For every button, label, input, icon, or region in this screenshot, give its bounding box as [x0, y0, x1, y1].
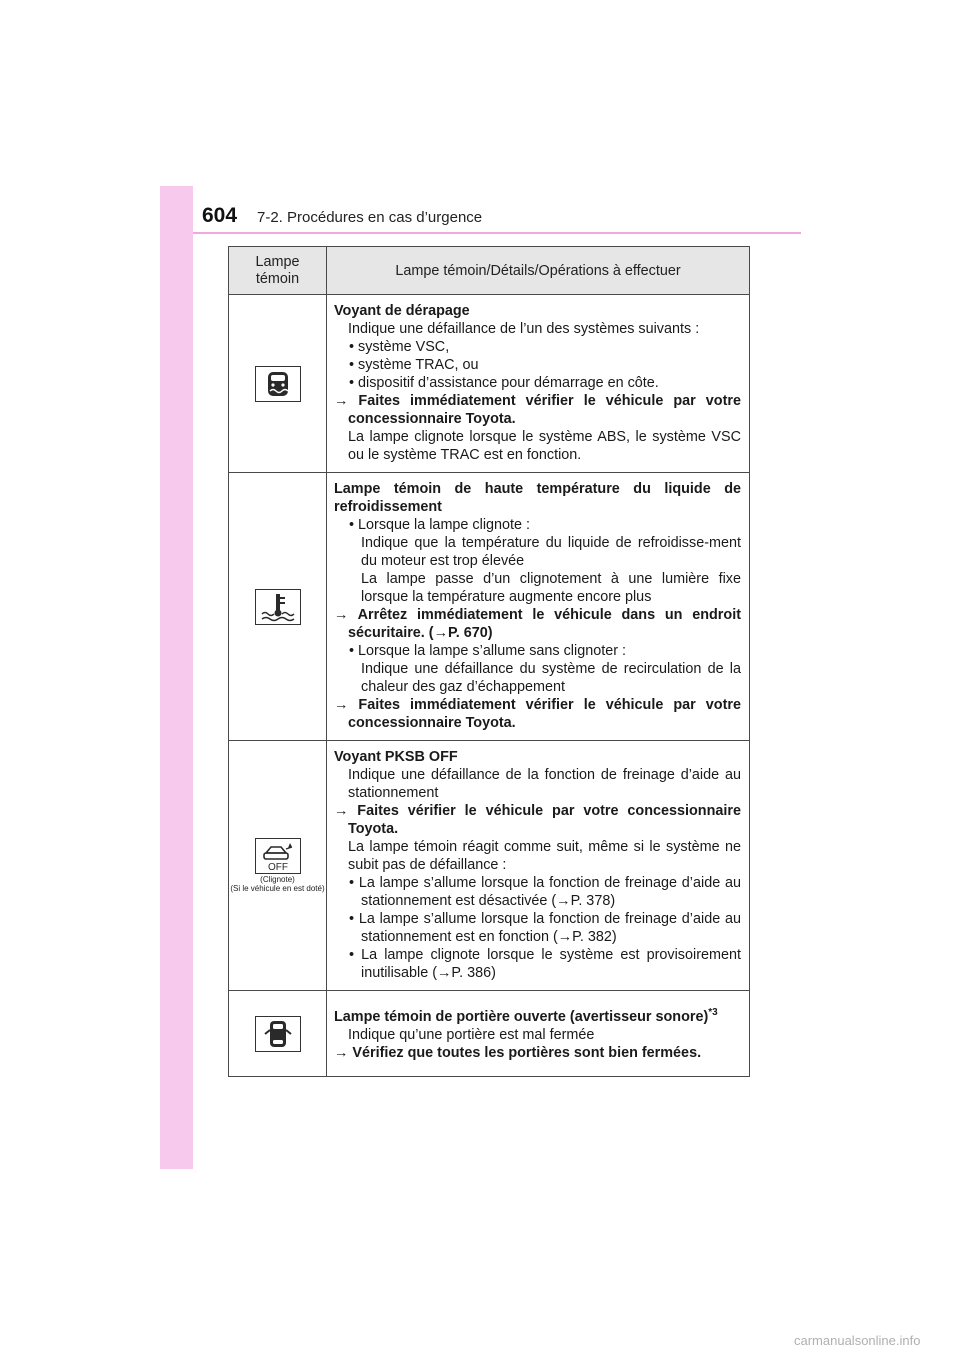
skid-car-icon [255, 366, 301, 402]
action-instruction: → Faites immédiatement vérifier le véhicule par votre concessionnaire Toyota. [334, 697, 741, 731]
lamp-title-text: Lampe témoin de portière ouverte (avertisseur sonore) [334, 1008, 709, 1025]
details-cell [327, 991, 750, 1077]
coolant-temperature-icon [255, 589, 301, 625]
table-row [229, 991, 750, 1077]
action-instruction: → Vérifiez que toutes les portières sont bien fermées. [334, 1044, 702, 1061]
icon-cell [229, 473, 327, 741]
detail-line: Indique une défaillance de la fonction de freinage d’aide au stationnement [348, 767, 741, 801]
icon-caption: (Clignote) (Si le véhicule en est doté) [230, 875, 325, 893]
table-header-row [229, 247, 750, 295]
header-rule [193, 232, 801, 234]
bullet-item: • Lorsque la lampe clignote : [349, 517, 531, 533]
detail-line: La lampe témoin réagit comme suit, même si le système ne subit pas de défaillance : [348, 839, 741, 873]
icon-cell [229, 991, 327, 1077]
detail-line: Indique qu’une portière est mal fermée [348, 1026, 595, 1043]
column-header-lamp: Lampe témoin [229, 247, 327, 295]
table-row [229, 295, 750, 473]
chapter-side-tab [160, 186, 193, 1169]
detail-line: La lampe clignote lorsque le système ABS, le système VSC ou le système TRAC est en fonction. [348, 429, 741, 463]
bullet-item: • système TRAC, ou [349, 357, 479, 373]
watermark: carmanualsonline.info [794, 1333, 921, 1348]
pksb-off-icon-text: OFF [267, 862, 288, 873]
pksb-off-icon [255, 838, 301, 874]
bullet-item: • La lampe clignote lorsque le système est provisoirement inutilisable (→P. 386) [349, 947, 741, 981]
detail-line: Indique une défaillance du système de recirculation de la chaleur des gaz d’échappement [361, 661, 741, 695]
table-row [229, 473, 750, 741]
bullet-item: • Lorsque la lampe s’allume sans clignoter : [349, 643, 626, 659]
warning-lamp-table [228, 246, 750, 1077]
bullet-item: • La lampe s’allume lorsque la fonction de freinage d’aide au stationnement est désactivée (→P. 378) [349, 875, 741, 909]
details-cell [327, 741, 750, 991]
action-instruction: → Faites vérifier le véhicule par votre concessionnaire Toyota. [334, 803, 741, 837]
action-instruction: → Arrêtez immédiatement le véhicule dans un endroit sécuritaire. (→P. 670) [334, 607, 741, 641]
lamp-title: Voyant de dérapage [334, 303, 470, 319]
detail-line: La lampe passe d’un clignotement à une lumière fixe lorsque la température augmente encore plus [361, 571, 741, 605]
section-title: 7-2. Procédures en cas d’urgence [257, 209, 483, 226]
page-number: 604 [202, 204, 238, 227]
bullet-item: • La lampe s’allume lorsque la fonction de freinage d’aide au stationnement est en fonction (→P. 382) [349, 911, 741, 945]
column-header-details: Lampe témoin/Détails/Opérations à effectuer [327, 247, 750, 295]
icon-cell [229, 741, 327, 991]
bullet-item: • dispositif d’assistance pour démarrage en côte. [349, 375, 659, 391]
table-row [229, 741, 750, 991]
action-instruction: → Faites immédiatement vérifier le véhicule par votre concessionnaire Toyota. [334, 393, 741, 427]
bullet-item: • système VSC, [349, 339, 450, 355]
lamp-title [334, 1004, 741, 1026]
footnote-marker: *3 [708, 1007, 718, 1019]
lamp-title: Voyant PKSB OFF [334, 749, 458, 765]
detail-line: Indique une défaillance de l’un des systèmes suivants : [348, 321, 700, 337]
details-cell [327, 295, 750, 473]
detail-line: Indique que la température du liquide de refroidisse-ment du moteur est trop élevée [361, 535, 741, 569]
details-cell [327, 473, 750, 741]
lamp-title: Lampe témoin de haute température du liquide de refroidissement [334, 481, 741, 515]
open-door-icon [255, 1016, 301, 1052]
icon-cell [229, 295, 327, 473]
